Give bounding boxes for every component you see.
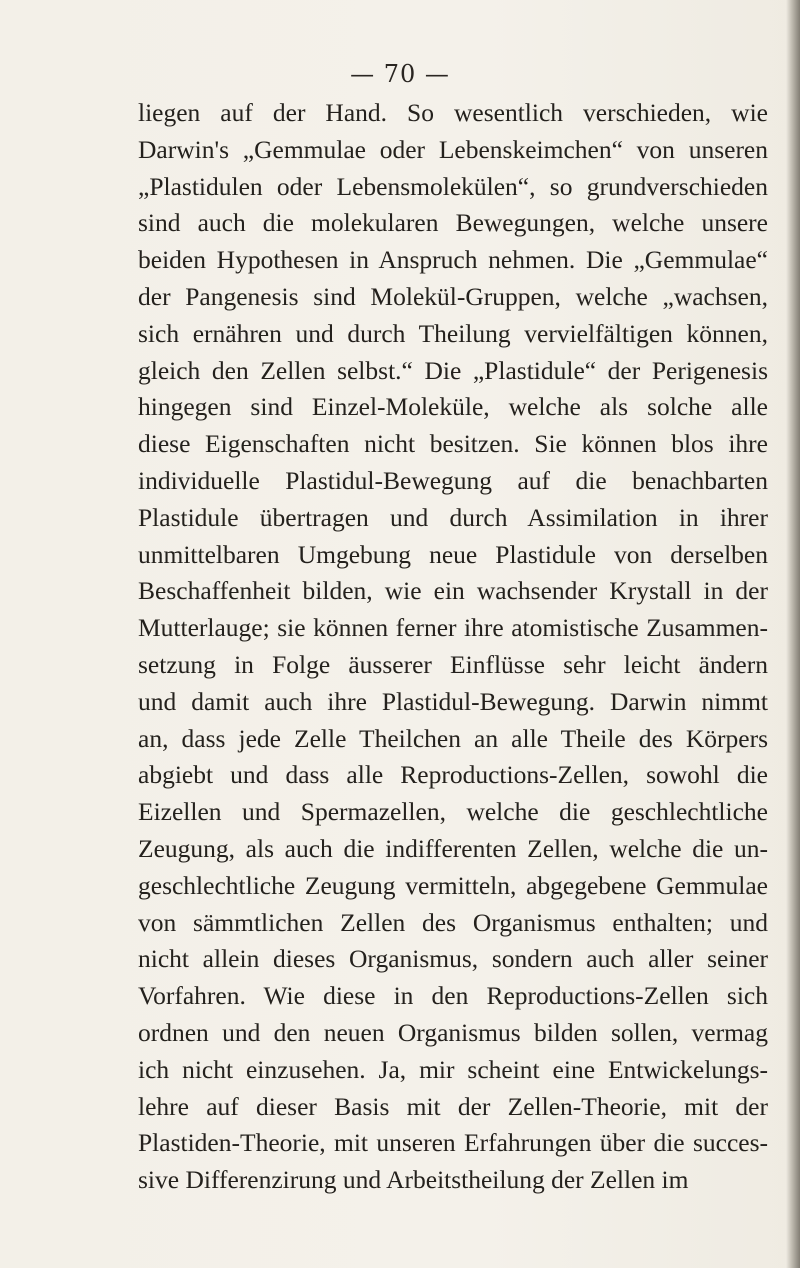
- text-line: beiden Hypothesen in Anspruch nehmen. Die „Gemmulae“: [138, 245, 768, 275]
- text-line: Mutterlauge; sie können ferner ihre atomistische Zusammen-: [138, 613, 768, 643]
- text-line: geschlechtliche Zeugung vermitteln, abgegebene Gemmulae: [138, 870, 768, 900]
- text-line: „Plastidulen oder Lebensmolekülen“, so grundverschieden: [138, 171, 768, 201]
- text-line: an, dass jede Zelle Theilchen an alle Theile des Körpers: [138, 723, 768, 753]
- text-line: abgiebt und dass alle Reproductions-Zellen, sowohl die: [138, 760, 768, 790]
- text-line: sind auch die molekularen Bewegungen, welche unsere: [138, 208, 768, 238]
- text-line: setzung in Folge äusserer Einflüsse sehr leicht ändern: [138, 649, 768, 679]
- text-line: Beschaffenheit bilden, wie ein wachsender Krystall in der: [138, 576, 768, 606]
- text-line: liegen auf der Hand. So wesentlich verschieden, wie: [138, 98, 768, 127]
- text-line: Zeugung, als auch die indifferenten Zellen, welche die un-: [138, 833, 768, 863]
- text-line: nicht allein dieses Organismus, sondern auch aller seiner: [138, 944, 768, 974]
- text-line: lehre auf dieser Basis mit der Zellen-Theorie, mit der: [138, 1091, 768, 1121]
- text-line: sive Differenzirung und Arbeitstheilung der Zellen im: [138, 1165, 689, 1195]
- text-line: gleich den Zellen selbst.“ Die „Plastidule“ der Perigenesis: [138, 355, 768, 385]
- text-line: ordnen und den neuen Organismus bilden sollen, vermag: [138, 1017, 768, 1047]
- text-line: Plastiden-Theorie, mit unseren Erfahrungen über die succes-: [138, 1128, 768, 1158]
- body-text: [138, 95, 768, 1199]
- text-line: Plastidule übertragen und durch Assimilation in ihrer: [138, 502, 768, 532]
- text-line: ich nicht einzusehen. Ja, mir scheint eine Entwickelungs-: [138, 1054, 768, 1084]
- page-number: — 70 —: [350, 60, 450, 88]
- text-line: Darwin's „Gemmulae oder Lebenskeimchen“ von unseren: [138, 134, 768, 164]
- text-line: hingegen sind Einzel-Moleküle, welche als solche alle: [138, 392, 768, 422]
- text-line: diese Eigenschaften nicht besitzen. Sie können blos ihre: [138, 429, 768, 459]
- text-line: Vorfahren. Wie diese in den Reproductions-Zellen sich: [138, 981, 768, 1011]
- page-edge-shadow: [786, 0, 800, 1268]
- text-line: und damit auch ihre Plastidul-Bewegung. Darwin nimmt: [138, 686, 768, 716]
- text-line: Eizellen und Spermazellen, welche die geschlechtliche: [138, 797, 768, 827]
- text-line: der Pangenesis sind Molekül-Gruppen, welche „wachsen,: [138, 281, 768, 311]
- text-line: unmittelbaren Umgebung neue Plastidule von derselben: [138, 539, 768, 569]
- text-line: von sämmtlichen Zellen des Organismus enthalten; und: [138, 907, 768, 937]
- text-line: sich ernähren und durch Theilung vervielfältigen können,: [138, 318, 768, 348]
- text-line: individuelle Plastidul-Bewegung auf die benachbarten: [138, 465, 768, 495]
